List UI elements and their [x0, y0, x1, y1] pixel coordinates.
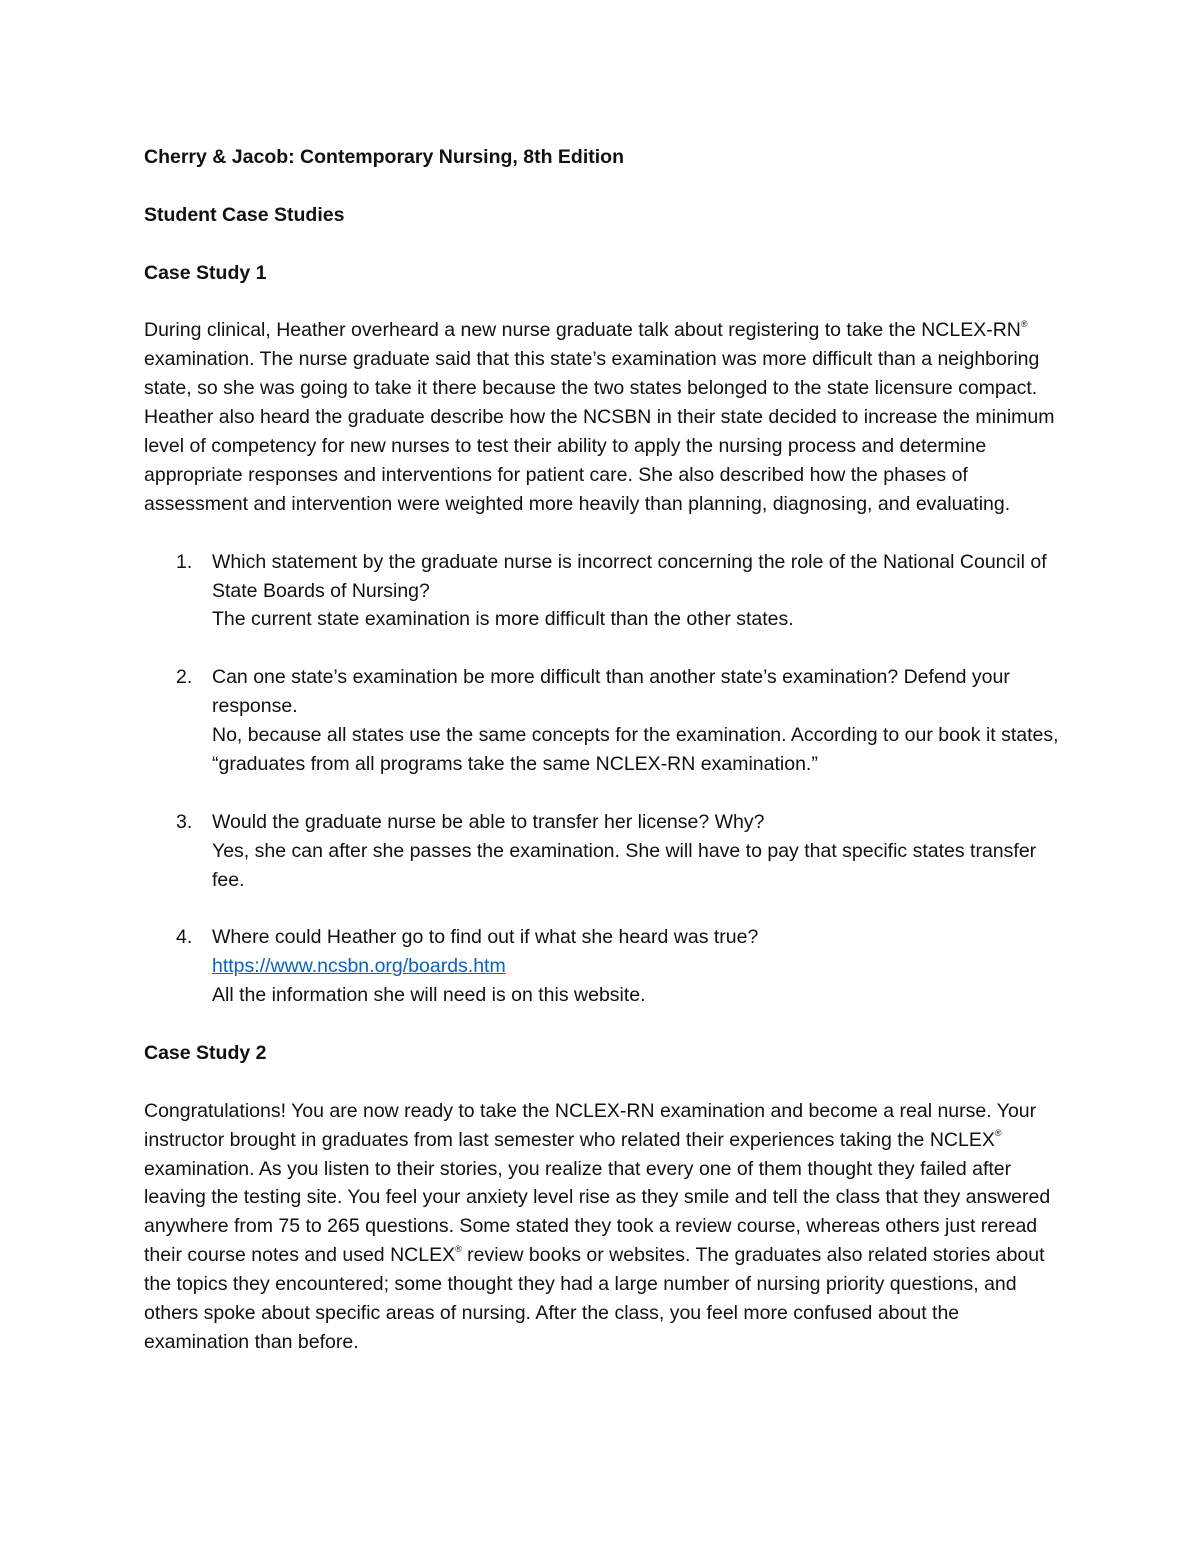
question-number: 1. [176, 550, 193, 573]
case-study-1-text-b: examination. The nurse graduate said that this state’s examination was more difficult than a neighboring state, so she was going to take it there because the two states belonged to the state licensure compact. Heather also heard the graduate describe how the NCSBN in their state decided to increase the minimum level of competency for new nurses to test their ability to apply the nursing process and determine appropriate responses and interventions for patient care. She also described how the phases of assessment and intervention were weighted more heavily than planning, diagnosing, and evaluating. [144, 348, 1055, 515]
question-text: Which statement by the graduate nurse is incorrect concerning the role of the National Council of State Boards of Nursing? [212, 550, 1047, 602]
case-study-1-text-a: During clinical, Heather overheard a new nurse graduate talk about registering to take the NCLEX-RN [144, 319, 1021, 342]
case-study-1-questions [144, 548, 1060, 1010]
question-text: Where could Heather go to find out if what she heard was true? [212, 926, 759, 949]
case-study-2-text-a: Congratulations! You are now ready to take the NCLEX-RN examination and become a real nurse. Your instructor brought in graduates from last semester who related their experiences taking the NCLEX [144, 1099, 1037, 1151]
question-number: 2. [176, 666, 193, 689]
case-study-1-heading: Case Study 1 [144, 261, 267, 284]
question-item-4 [144, 923, 1060, 1010]
answer-text: No, because all states use the same concepts for the examination. According to our book it states, “graduates from all programs take the same NCLEX-RN examination.” [212, 724, 1059, 775]
answer-text: The current state examination is more difficult than the other states. [212, 608, 794, 631]
case-study-1-paragraph [144, 316, 1060, 518]
case-study-2-text-c: review books or websites. The graduates also related stories about the topics they encountered; some thought they had a large number of nursing priority questions, and others spoke about specific areas of nursing. After the class, you feel more confused about the examination than before. [144, 1244, 1045, 1354]
document-title: Cherry & Jacob: Contemporary Nursing, 8th Edition [144, 146, 624, 168]
document-subtitle: Student Case Studies [144, 203, 345, 226]
case-study-2-heading: Case Study 2 [144, 1041, 267, 1064]
case-study-2-text-b: examination. As you listen to their stories, you realize that every one of them thought they failed after leaving the testing site. You feel your anxiety level rise as they smile and tell the class that they answered anywhere from 75 to 265 questions. Some stated they took a review course, whereas others just reread their course notes and used NCLEX [144, 1157, 1051, 1267]
question-text: Would the graduate nurse be able to transfer her license? Why? [212, 810, 765, 833]
question-item-1 [144, 548, 1060, 635]
case-study-2-paragraph [144, 1097, 1060, 1357]
question-number: 3. [176, 810, 193, 833]
ncsbn-boards-link[interactable]: https://www.ncsbn.org/boards.htm [212, 955, 506, 978]
question-text: Can one state’s examination be more difficult than another state’s examination? Defend your response. [212, 666, 1010, 718]
question-item-2 [144, 663, 1060, 779]
answer-text: Yes, she can after she passes the examination. She will have to pay that specific states transfer fee. [212, 839, 1037, 891]
question-item-3 [144, 808, 1060, 895]
answer-text: All the information she will need is on this website. [212, 984, 646, 1007]
registered-mark: ® [455, 1243, 462, 1254]
registered-mark: ® [994, 1128, 1002, 1139]
question-number: 4. [176, 926, 193, 949]
registered-mark: ® [1020, 318, 1028, 329]
